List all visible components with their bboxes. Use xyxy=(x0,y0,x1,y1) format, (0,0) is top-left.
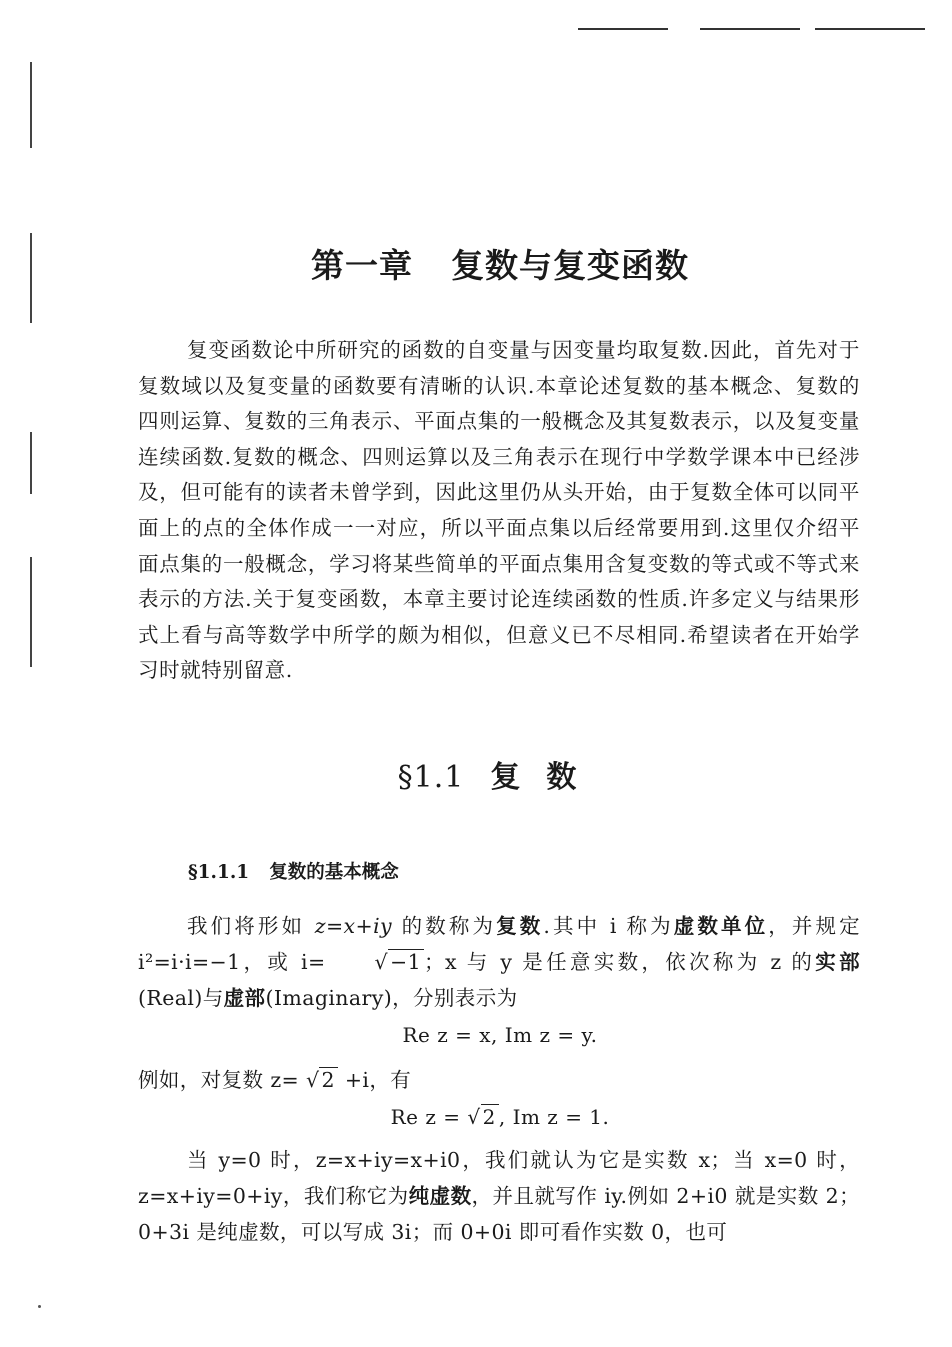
margin-mark xyxy=(30,557,32,667)
radicand: 2 xyxy=(319,1067,337,1092)
pure-imaginary-paragraph xyxy=(138,1142,860,1250)
section-name: 复数 xyxy=(490,760,603,795)
equation-re-im: Re z = x, Im z = y. xyxy=(402,1023,598,1047)
text-run: Re z = xyxy=(390,1105,468,1129)
chapter-name: 复数与复变函数 xyxy=(451,246,689,285)
sqrt-symbol: √2 xyxy=(306,1062,338,1098)
text-run: +i，有 xyxy=(337,1068,412,1092)
subsection-title xyxy=(188,858,399,884)
text-run: , Im z = 1. xyxy=(498,1105,610,1129)
sqrt-symbol: √−1 xyxy=(326,944,425,980)
header-rule xyxy=(700,28,800,30)
radicand: 2 xyxy=(481,1104,499,1129)
subsection-name: 复数的基本概念 xyxy=(269,862,399,883)
text-run: ，并且就写作 iy.例如 2+i0 就是实数 2；0+3i 是纯虚数，可以写成 3i；而 0+0i 即可看作实数 0，也可 xyxy=(138,1184,861,1244)
radicand: −1 xyxy=(388,949,424,974)
section-number: §1.1 xyxy=(397,760,465,795)
margin-mark xyxy=(30,62,32,148)
margin-mark xyxy=(30,432,32,494)
text-run: ；x 与 y 是任意实数，依次称为 z 的 xyxy=(424,950,816,974)
text-run: 当 y=0 时，z=x+iy=x+i0，我们就认为它是实数 x；当 x=0 时，z=x+iy=0+iy，我们称它为 xyxy=(138,1148,860,1208)
equation-example xyxy=(0,1105,952,1129)
text-run: .其中 i 称为 xyxy=(543,914,674,938)
subsection-number: §1.1.1 xyxy=(188,862,250,883)
scan-dot xyxy=(38,1305,41,1308)
section-title xyxy=(0,752,952,796)
chapter-intro: 复变函数论中所研究的函数的自变量与因变量均取复数.因此，首先对于复数域以及复变量的函数要有清晰的认识.本章论述复数的基本概念、复数的四则运算、复数的三角表示、平面点集的一般概念及其复数表示，以及复变量连续函数.复数的概念、四则运算以及三角表示在现行中学数学课本中已经涉及，但可能有的读者未曾学到，因此这里仍从头开始，由于复数全体可以同平面上的点的全体作成一一对应，所以平面点集以后经常要用到.这里仅介绍平面点集的一般概念，学习将某些简单的平面点集用含复变数的等式或不等式来表示的方法.关于复变函数，本章主要讨论连续函数的性质.许多定义与结果形式上看与高等数学中所学的颇为相似，但意义已不尽相同.希望读者在开始学习时就特别留意. xyxy=(138,338,860,683)
example-paragraph xyxy=(138,1062,860,1098)
text-run: 的数称为 xyxy=(392,914,497,938)
term-imaginary-part: 虚部 xyxy=(223,986,266,1010)
text-run: ，并规定 i²=i·i=−1，或 i= xyxy=(138,914,860,974)
text-run: (Imaginary)，分别表示为 xyxy=(265,986,518,1010)
sqrt-symbol: √ 2 xyxy=(467,1105,498,1129)
formula: z=x+iy xyxy=(314,914,393,938)
chapter-number: 第一章 xyxy=(311,246,413,285)
header-rule xyxy=(578,28,668,30)
text-run: 例如，对复数 z= xyxy=(138,1068,307,1092)
header-rule xyxy=(815,28,925,30)
term-pure-imaginary: 纯虚数 xyxy=(408,1184,472,1208)
term-imaginary-unit: 虚数单位 xyxy=(673,914,769,938)
term-complex-number: 复数 xyxy=(496,914,544,938)
text-run: 我们将形如 xyxy=(187,914,315,938)
chapter-title xyxy=(0,240,952,287)
text-run: (Real)与 xyxy=(138,986,224,1010)
term-real-part: 实部 xyxy=(815,950,860,974)
definition-paragraph xyxy=(138,908,860,1016)
